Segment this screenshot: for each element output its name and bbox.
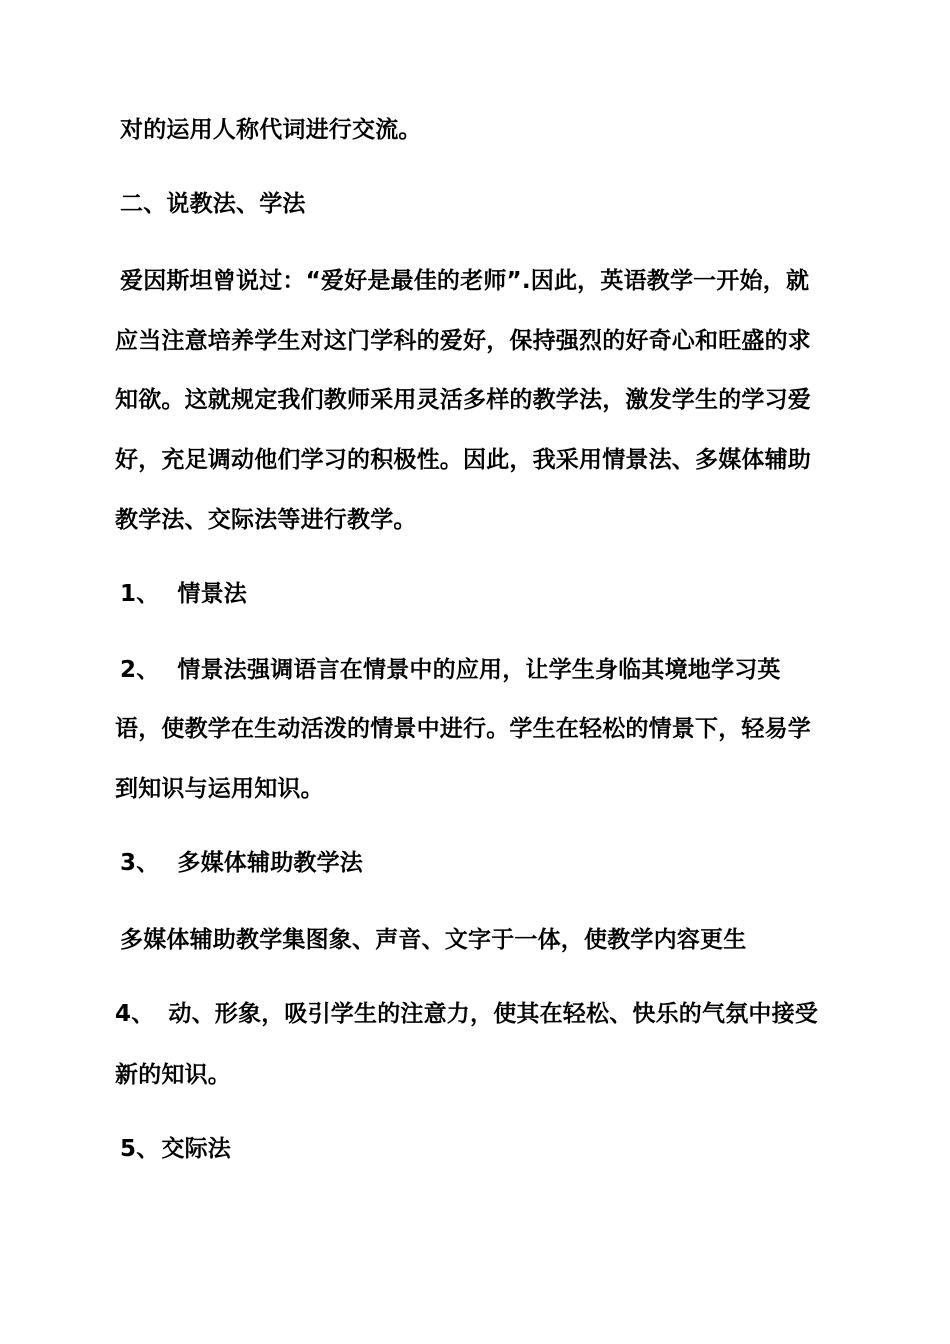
item-text: 动、形象，吸引学生的注意力，使其在轻松、快乐的气氛中接受	[168, 1001, 819, 1027]
paragraph-line	[120, 924, 746, 956]
item-text: 交际法	[161, 1136, 232, 1162]
item-text: 多媒体辅助教学法	[177, 850, 364, 876]
item-text: 情景法	[177, 581, 248, 607]
line-text: 应当注意培养学生对这门学科的爱好，保持强烈的好奇心和旺盛的求	[115, 328, 811, 354]
list-item	[120, 578, 247, 610]
paragraph-line	[115, 773, 324, 805]
item-number: 5、	[120, 1136, 160, 1162]
paragraph-line	[120, 114, 422, 146]
list-item	[120, 1133, 231, 1165]
line-text: 好，充足调动他们学习的积极性。因此，我采用情景法、多媒体辅助	[115, 447, 811, 473]
item-number: 4、	[115, 1001, 155, 1027]
heading-text: 二、说教法、学法	[120, 191, 306, 217]
line-text: 语，使教学在生动活泼的情景中进行。学生在轻松的情景下，轻易学	[115, 716, 811, 742]
line-text: 新的知识。	[115, 1062, 231, 1088]
paragraph-line	[115, 504, 417, 536]
line-text: 对的运用人称代词进行交流。	[120, 117, 422, 143]
item-text: 情景法强调语言在情景中的应用，让学生身临其境地学习英	[177, 657, 781, 683]
item-number: 1、	[120, 581, 160, 607]
paragraph-line	[115, 444, 811, 476]
line-text: 知欲。这就规定我们教师采用灵活多样的教学法，激发学生的学习爱	[115, 387, 811, 413]
paragraph-line	[115, 325, 811, 357]
section-heading	[120, 188, 306, 220]
paragraph-line	[115, 1059, 231, 1091]
list-item	[115, 998, 818, 1030]
line-text: 到知识与运用知识。	[115, 776, 324, 802]
line-text: 多媒体辅助教学集图象、声音、文字于一体，使教学内容更生	[120, 927, 747, 953]
paragraph-line	[115, 713, 811, 745]
paragraph-line	[115, 384, 811, 416]
list-item	[120, 654, 781, 686]
line-text: 教学法、交际法等进行教学。	[115, 507, 417, 533]
paragraph-line	[120, 265, 809, 297]
line-text: 爱因斯坦曾说过：“爱好是最佳的老师”.因此，英语教学一开始，就	[120, 268, 810, 294]
item-number: 3、	[120, 850, 160, 876]
list-item	[120, 847, 363, 879]
item-number: 2、	[120, 657, 160, 683]
